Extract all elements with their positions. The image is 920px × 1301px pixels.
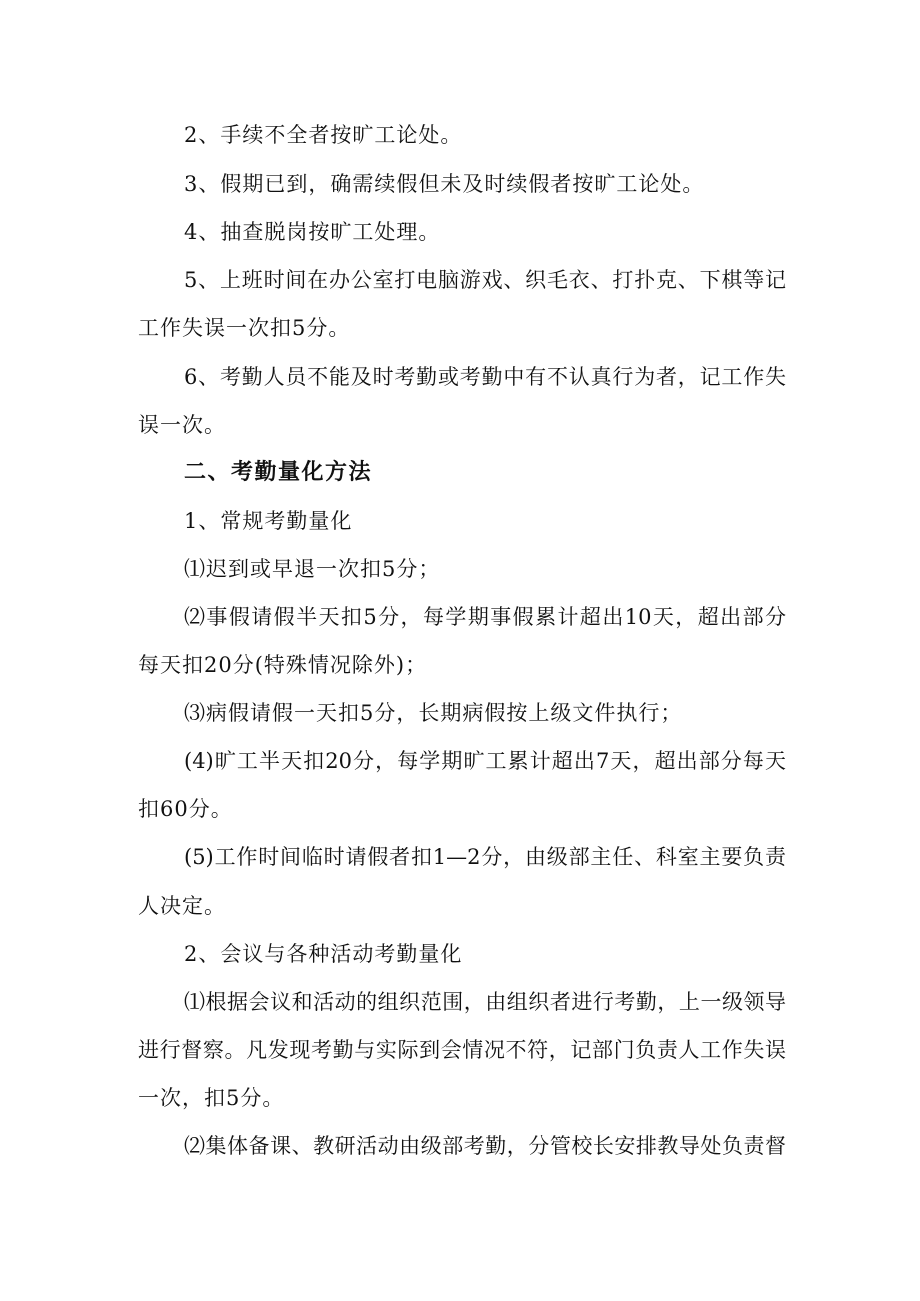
rule-item-6-line-1: 6、考勤人员不能及时考勤或考勤中有不认真行为者，记工作失	[184, 365, 786, 389]
rule-item-4: 4、抽查脱岗按旷工处理。	[184, 220, 441, 244]
rule-item-2: 2、手续不全者按旷工论处。	[184, 123, 463, 147]
rule-clause-2-2-line-1: ⑵集体备课、教研活动由级部考勤，分管校长安排教导处负责督	[184, 1134, 786, 1158]
rule-clause-2-1-line-2: 进行督察。凡发现考勤与实际到会情况不符，记部门负责人工作失误	[138, 1038, 786, 1062]
rule-clause-2-1-line-3: 一次，扣5分。	[138, 1086, 285, 1110]
rule-clause-1-1: ⑴迟到或早退一次扣5分；	[184, 557, 441, 581]
subsection-heading-2: 2、会议与各种活动考勤量化	[184, 942, 463, 966]
rule-item-5-line-2: 工作失误一次扣5分。	[138, 316, 351, 340]
rule-item-5-line-1: 5、上班时间在办公室打电脑游戏、织毛衣、打扑克、下棋等记	[184, 268, 786, 292]
rule-clause-1-5-line-1: (5)工作时间临时请假者扣1—2分，由级部主任、科室主要负责	[184, 845, 786, 869]
rule-clause-1-3: ⑶病假请假一天扣5分，长期病假按上级文件执行；	[184, 701, 683, 725]
section-heading: 二、考勤量化方法	[184, 460, 373, 485]
rule-item-6-line-2: 误一次。	[138, 413, 226, 437]
rule-clause-1-4-line-2: 扣60分。	[138, 797, 233, 821]
rule-clause-1-2-line-1: ⑵事假请假半天扣5分，每学期事假累计超出10天，超出部分	[184, 605, 786, 629]
rule-clause-1-4-line-1: (4)旷工半天扣20分，每学期旷工累计超出7天，超出部分每天	[184, 749, 786, 773]
rule-clause-1-2-line-2: 每天扣20分(特殊情况除外)；	[138, 653, 428, 677]
rule-item-3: 3、假期已到，确需续假但未及时续假者按旷工论处。	[184, 172, 705, 196]
subsection-heading-1: 1、常规考勤量化	[184, 509, 353, 533]
rule-clause-1-5-line-2: 人决定。	[138, 894, 226, 918]
rule-clause-2-1-line-1: ⑴根据会议和活动的组织范围，由组织者进行考勤，上一级领导	[184, 990, 786, 1014]
